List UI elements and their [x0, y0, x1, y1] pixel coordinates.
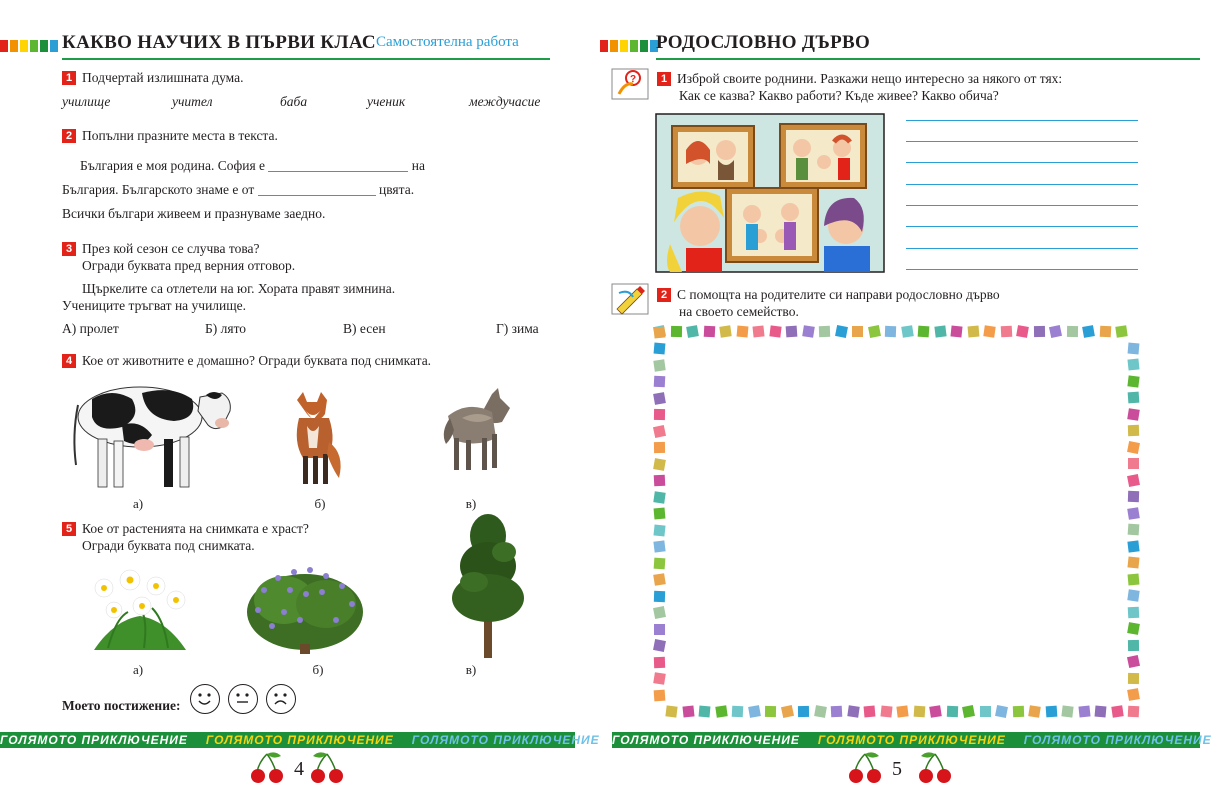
frame-square: [1127, 358, 1139, 370]
frame-square: [1128, 606, 1140, 618]
task-text: С помощта на родителите си направи родословно дърво: [677, 287, 1000, 302]
frame-square: [1128, 672, 1139, 683]
task-text: Кое от животните е домашно? Огради буквата под снимката.: [82, 353, 432, 368]
frame-square: [653, 573, 666, 586]
writing-line[interactable]: [906, 205, 1138, 206]
svg-text:?: ?: [630, 74, 637, 85]
frame-square: [1128, 458, 1139, 469]
task-number: 5: [62, 522, 76, 536]
fill-text: България е моя родина. София е: [80, 158, 266, 173]
frame-square: [653, 326, 665, 338]
word-1[interactable]: училище: [62, 94, 111, 109]
frame-square: [654, 376, 666, 388]
task-text: Попълни празните места в текста.: [82, 128, 278, 143]
frame-square: [780, 705, 793, 718]
frame-square: [653, 392, 666, 405]
fill-line-2: [62, 181, 414, 198]
right-task-1: [657, 70, 1062, 87]
frame-square: [1127, 507, 1140, 520]
frame-square: [847, 705, 859, 717]
frame-square: [752, 325, 764, 337]
right-task-2-line2: на своето семейство.: [679, 304, 799, 319]
frame-square: [765, 706, 776, 717]
frame-square: [1127, 688, 1140, 701]
frame-square: [653, 359, 665, 371]
frame-square: [653, 458, 666, 471]
bush-picture: [244, 560, 366, 654]
cherries-icon: [250, 752, 284, 784]
plant-caption-b[interactable]: б): [312, 662, 324, 677]
task-3: [62, 240, 260, 257]
task-number: 2: [657, 288, 671, 302]
task-4: [62, 352, 431, 369]
pencil-drawing-icon: [611, 283, 649, 315]
season-text-2: Учениците тръгват на училище.: [62, 298, 247, 313]
frame-square: [1016, 325, 1029, 338]
task-number: 2: [62, 129, 76, 143]
wolf-picture: [440, 388, 516, 476]
season-text-1: Щъркелите са отлетели на юг. Хората правят зимнина.: [82, 281, 396, 296]
blank-field-1[interactable]: [268, 171, 408, 172]
speech-icon: [611, 68, 649, 100]
frame-square: [1127, 474, 1140, 487]
frame-square: [654, 409, 665, 420]
frame-square: [1127, 441, 1140, 454]
frame-square: [983, 325, 995, 337]
animal-caption-c[interactable]: в): [465, 496, 477, 511]
frame-square: [654, 624, 665, 635]
task-3-instruction: Огради буквата пред верния отговор.: [82, 258, 296, 273]
frame-square: [835, 325, 848, 338]
frame-square: [1127, 408, 1140, 421]
frame-square: [852, 326, 863, 337]
frame-square: [699, 706, 711, 718]
frame-square: [654, 475, 666, 487]
frame-square: [980, 706, 991, 717]
fill-text: на: [411, 158, 425, 173]
task-number: 1: [62, 71, 76, 85]
frame-square: [654, 557, 666, 569]
frame-square: [814, 705, 827, 718]
frame-square: [654, 689, 666, 701]
frame-square: [1127, 540, 1139, 552]
frame-square: [1128, 425, 1139, 436]
band-text: ГОЛЯМОТО ПРИКЛЮЧЕНИЕ: [1023, 733, 1212, 747]
frame-square: [653, 672, 666, 685]
frame-square: [1000, 326, 1012, 338]
word-3[interactable]: баба: [280, 94, 308, 109]
frame-square: [1012, 706, 1023, 717]
frame-square: [703, 326, 715, 338]
frame-square: [1127, 622, 1140, 635]
task-text: През кой сезон се случва това?: [82, 241, 260, 256]
frame-square: [1127, 589, 1139, 601]
footer-band: [612, 732, 1212, 748]
family-portraits-illustration: [656, 114, 884, 272]
right-task-2: [657, 286, 1000, 303]
left-page: [0, 0, 600, 807]
blank-field-2[interactable]: [258, 195, 376, 196]
frame-square: [1128, 392, 1140, 404]
frame-square: [736, 326, 748, 338]
option-c[interactable]: В) есен: [343, 321, 386, 336]
writing-line[interactable]: [906, 226, 1138, 227]
frame-square: [654, 508, 666, 520]
word-4[interactable]: ученик: [367, 94, 406, 109]
frame-square: [950, 325, 962, 337]
title-rule: [62, 58, 550, 60]
frame-square: [913, 706, 925, 718]
page-number: 4: [294, 758, 304, 780]
band-text: ГОЛЯМОТО ПРИКЛЮЧЕНИЕ: [612, 733, 800, 747]
frame-square: [653, 491, 665, 503]
frame-square: [880, 705, 892, 717]
frame-square: [1033, 326, 1044, 337]
sad-face-icon[interactable]: [266, 684, 296, 714]
frame-square: [653, 424, 666, 437]
writing-line[interactable]: [906, 184, 1138, 185]
page-title: РОДОСЛОВНО ДЪРВО: [656, 32, 871, 53]
writing-line[interactable]: [906, 141, 1138, 142]
task-5-instruction: Огради буквата под снимката.: [82, 538, 255, 553]
frame-square: [654, 656, 665, 667]
band-text: ГОЛЯМОТО ПРИКЛЮЧЕНИЕ: [205, 733, 394, 747]
fox-picture: [285, 392, 345, 488]
daisies-picture: [84, 570, 194, 650]
task-1: [62, 69, 243, 86]
frame-square: [1082, 325, 1095, 338]
right-task-1-questions: Как се казва? Какво работи? Къде живее? Какво обича?: [679, 88, 999, 103]
frame-square: [1128, 639, 1139, 650]
frame-square: [1099, 326, 1111, 338]
page-title: КАКВО НАУЧИХ В ПЪРВИ КЛАС: [62, 32, 376, 53]
fill-line-1: [80, 157, 425, 174]
frame-square: [653, 524, 665, 536]
frame-square: [1095, 706, 1107, 718]
frame-square: [653, 606, 666, 619]
footer-band: [0, 732, 600, 748]
option-d[interactable]: Г) зима: [496, 321, 539, 336]
frame-square: [719, 325, 731, 337]
frame-square: [1049, 325, 1062, 338]
frame-square: [1128, 524, 1140, 536]
task-text: Изброй своите роднини. Разкажи нещо интересно за някого от тях:: [677, 71, 1063, 86]
frame-square: [786, 326, 798, 338]
frame-square: [831, 706, 843, 718]
frame-square: [995, 705, 1008, 718]
frame-square: [715, 705, 727, 717]
writing-line[interactable]: [906, 269, 1138, 270]
animal-caption-b[interactable]: б): [314, 496, 326, 511]
frame-square: [798, 706, 809, 717]
plant-caption-a[interactable]: а): [132, 662, 144, 677]
frame-square: [864, 706, 876, 718]
neutral-face-icon[interactable]: [228, 684, 258, 714]
frame-square: [1115, 325, 1127, 337]
frame-square: [654, 442, 665, 453]
frame-square: [819, 326, 830, 337]
frame-square: [682, 705, 694, 717]
task-text: Кое от растенията на снимката е храст?: [82, 521, 309, 536]
task-number: 3: [62, 242, 76, 256]
frame-square: [901, 325, 914, 338]
frame-square: [1111, 705, 1123, 717]
title-rule: [656, 58, 1200, 60]
writing-line[interactable]: [906, 120, 1138, 121]
frame-square: [896, 705, 908, 717]
frame-square: [670, 326, 681, 337]
frame-square: [748, 705, 761, 718]
frame-square: [885, 326, 896, 337]
frame-square: [1078, 705, 1090, 717]
frame-square: [1128, 342, 1140, 354]
fill-line-3: Всички българи живеем и празнуваме заедно.: [62, 206, 326, 221]
header-stripes: [600, 40, 658, 52]
task-text: Подчертай излишната дума.: [82, 70, 244, 85]
happy-face-icon[interactable]: [190, 684, 220, 714]
frame-square: [686, 325, 699, 338]
frame-square: [1128, 705, 1140, 717]
task-number: 1: [657, 72, 671, 86]
frame-square: [769, 325, 781, 337]
pine-tree-picture: [448, 512, 528, 658]
cherries-icon: [848, 752, 882, 784]
animal-caption-a[interactable]: а): [132, 496, 144, 511]
task-number: 4: [62, 354, 76, 368]
frame-square: [962, 705, 975, 718]
task-5: [62, 520, 309, 537]
fill-text: цвята.: [379, 182, 415, 197]
header-stripes: [0, 40, 58, 52]
frame-square: [946, 706, 957, 717]
frame-square: [967, 326, 979, 338]
frame-square: [653, 540, 665, 552]
band-text: ГОЛЯМОТО ПРИКЛЮЧЕНИЕ: [817, 733, 1006, 747]
frame-square: [653, 639, 666, 652]
frame-square: [802, 325, 815, 338]
achievement-label: Моето постижение:: [62, 698, 181, 713]
frame-square: [1045, 706, 1057, 718]
frame-square: [929, 705, 942, 718]
frame-square: [868, 325, 881, 338]
frame-square: [934, 325, 946, 337]
frame-square: [1061, 705, 1073, 717]
fill-text: България. Българското знаме е от: [62, 182, 255, 197]
frame-square: [1028, 705, 1041, 718]
band-text: ГОЛЯМОТО ПРИКЛЮЧЕНИЕ: [0, 733, 188, 747]
frame-square: [1127, 655, 1140, 668]
page-number: 5: [892, 758, 902, 780]
plant-caption-c[interactable]: в): [465, 662, 477, 677]
frame-square: [1066, 326, 1077, 337]
frame-square: [665, 705, 677, 717]
task-2: [62, 127, 278, 144]
writing-line[interactable]: [906, 162, 1138, 163]
word-2[interactable]: учител: [172, 94, 213, 109]
option-a[interactable]: А) пролет: [62, 321, 119, 336]
cow-picture: [62, 375, 234, 495]
frame-square: [1127, 556, 1139, 568]
frame-square: [1127, 375, 1139, 387]
page-subtitle: Самостоятелна работа: [376, 34, 519, 50]
writing-line[interactable]: [906, 248, 1138, 249]
word-5[interactable]: междучасие: [469, 94, 541, 109]
band-text: ГОЛЯМОТО ПРИКЛЮЧЕНИЕ: [411, 733, 600, 747]
frame-square: [732, 706, 744, 718]
cherries-icon: [310, 752, 344, 784]
frame-square: [918, 326, 930, 338]
cherries-icon: [918, 752, 952, 784]
option-b[interactable]: Б) лято: [205, 321, 247, 336]
frame-square: [1128, 573, 1140, 585]
family-tree-drawing-frame[interactable]: [648, 320, 1146, 724]
frame-square: [654, 590, 665, 601]
frame-square: [654, 343, 666, 355]
frame-square: [1128, 491, 1139, 502]
